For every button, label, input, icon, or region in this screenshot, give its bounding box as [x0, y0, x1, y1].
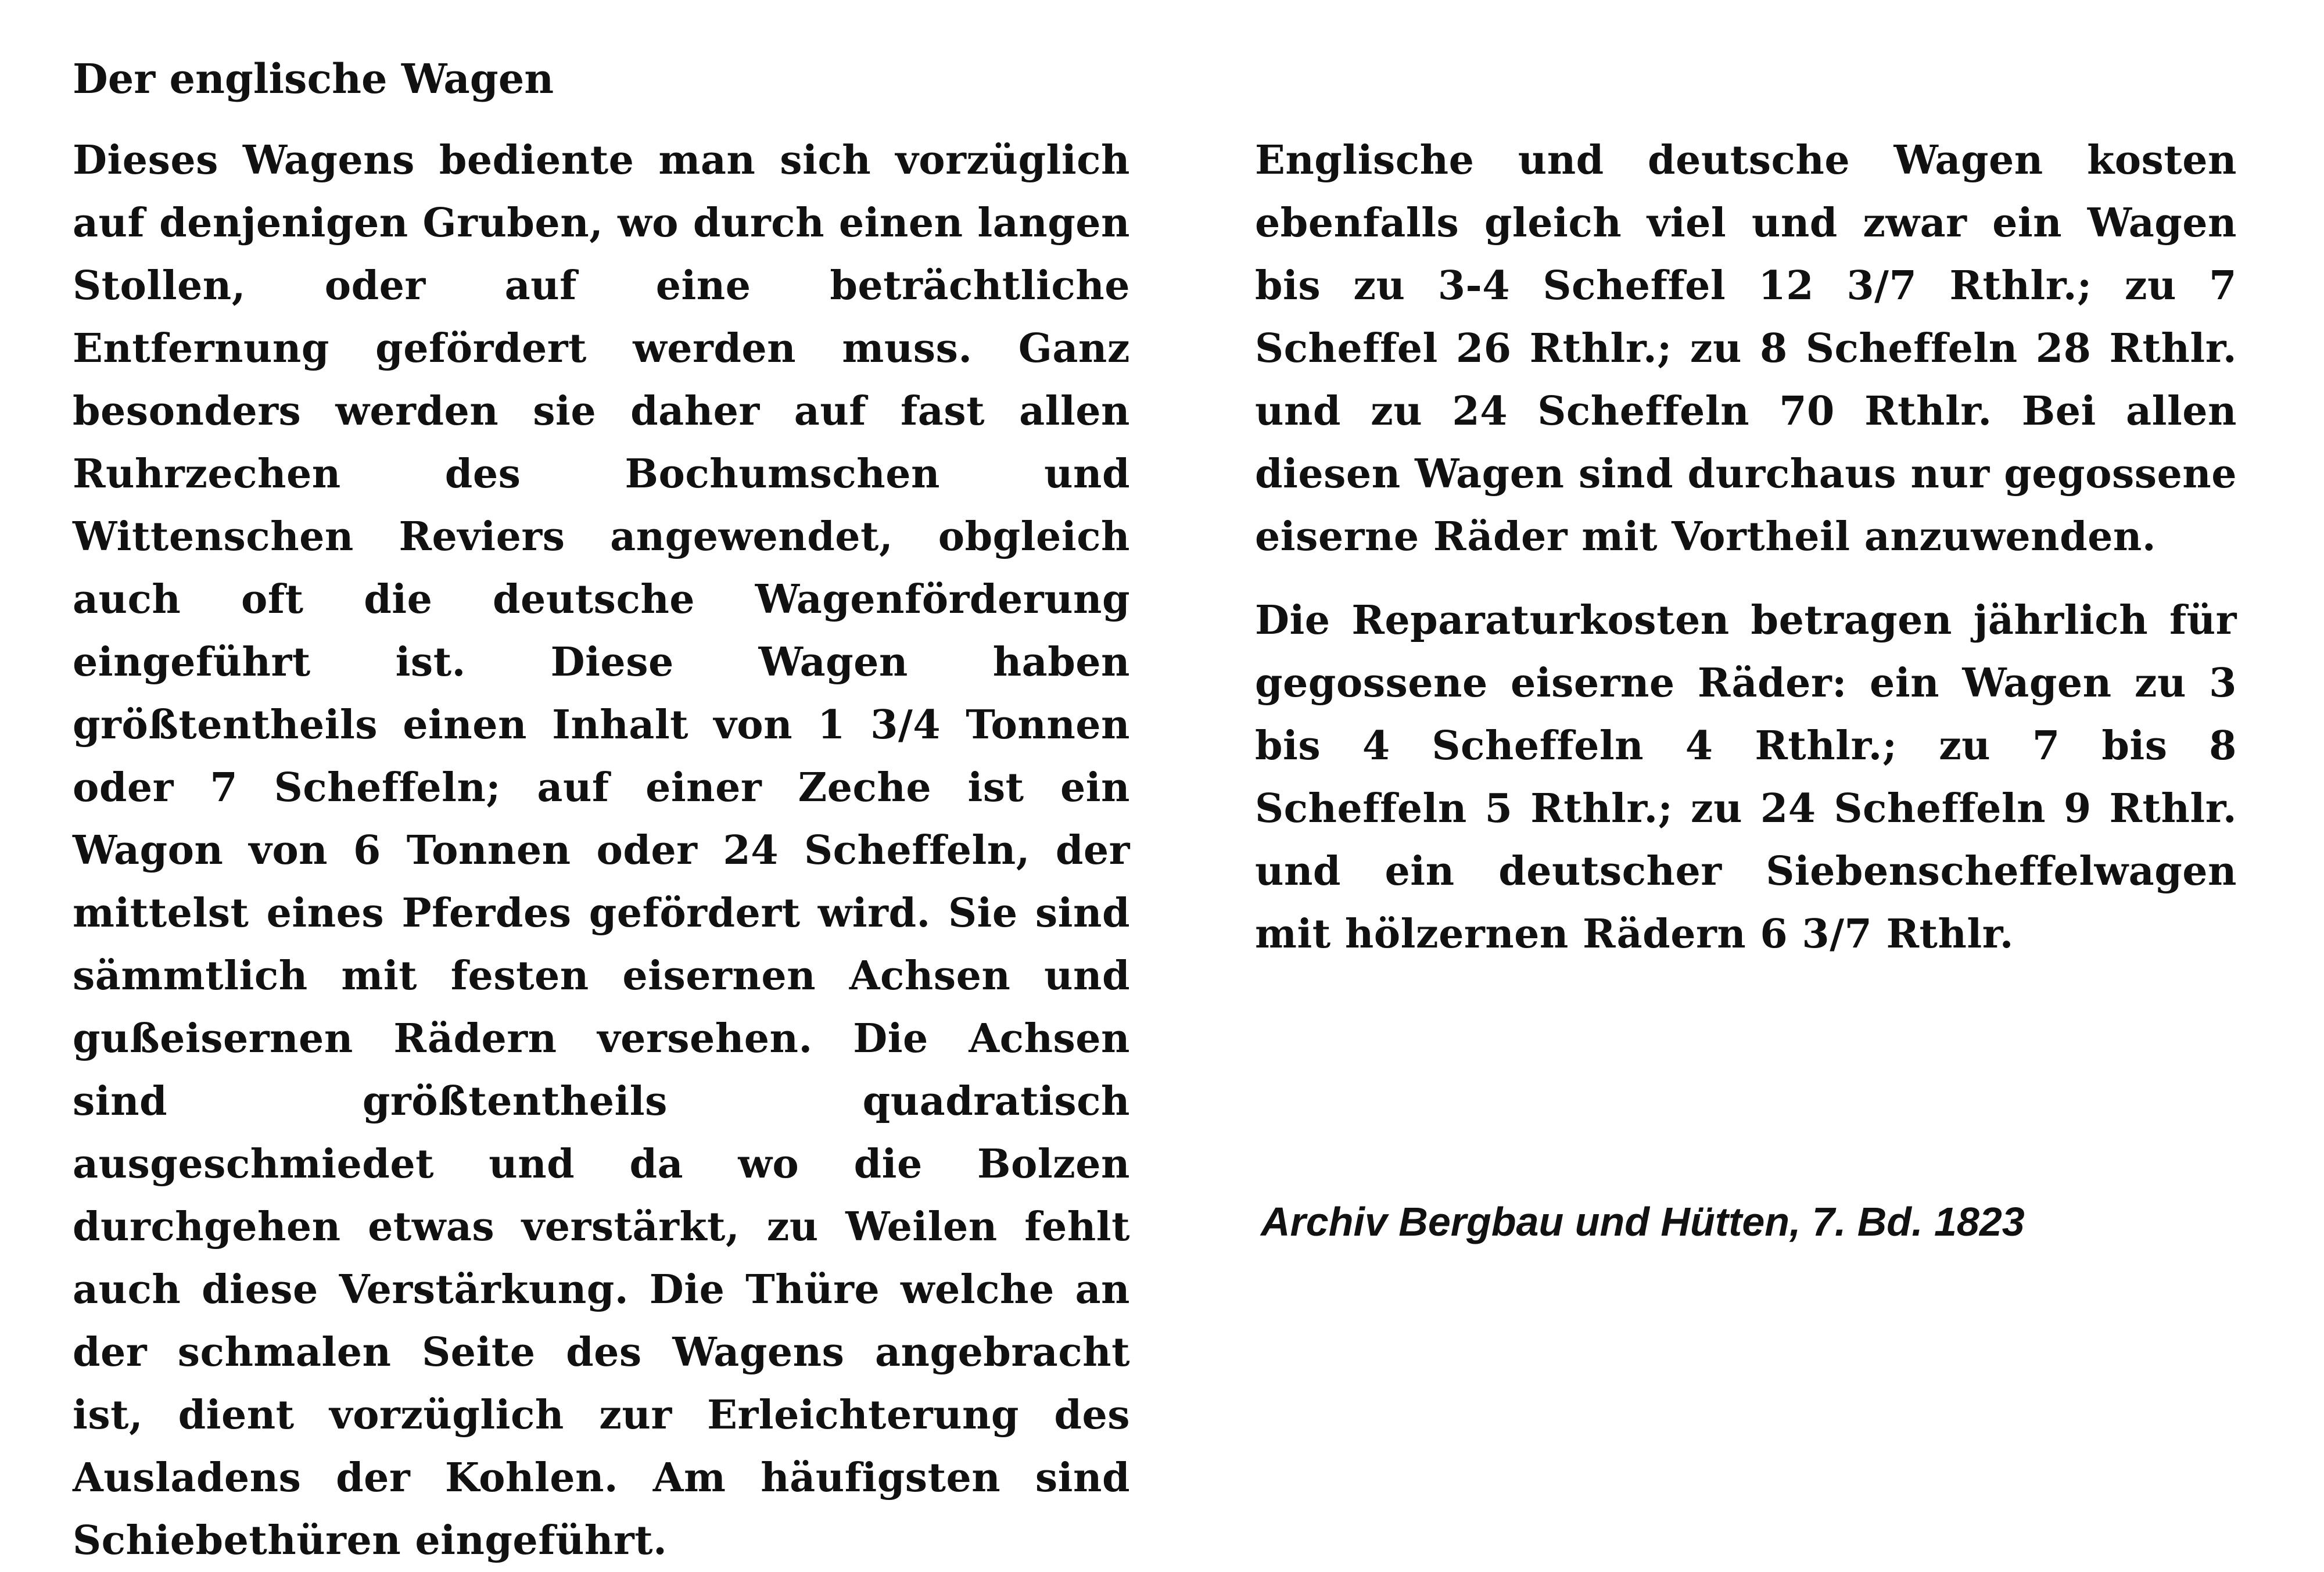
right-column [1255, 129, 2237, 966]
document-title: Der englische Wagen [73, 55, 554, 103]
source-citation: Archiv Bergbau und Hütten, 7. Bd. 1823 [1261, 1199, 2025, 1244]
right-paragraph-2: Die Reparaturkosten betragen jährlich für gegossene eiserne Räder: ein Wagen zu 3 bis 4 Scheffeln 4 Rthlr.; zu 7 bis 8 Scheffeln 5 Rthlr.; zu 24 Scheffeln 9 Rthlr. und ein deutscher Siebenscheffelwagen mit hölzernen Rädern 6 3/7 Rthlr. [1255, 597, 2237, 957]
left-paragraph-1: Dieses Wagens bediente man sich vorzüglich auf denjenigen Gruben, wo durch einen langen Stollen, oder auf eine beträchtliche Entfernung gefördert werden muss. Ganz besonders werden sie daher auf fast allen Ruhrzechen des Bochumschen und Wittenschen Reviers angewendet, obgleich auch oft die deutsche Wagenförderung eingeführt ist. Diese Wagen haben größtentheils einen Inhalt von 1 3/4 Tonnen oder 7 Scheffeln; auf einer Zeche ist ein Wagon von 6 Tonnen oder 24 Scheffeln, der mittelst eines Pferdes gefördert wird. Sie sind sämmtlich mit festen eisernen Achsen und gußeisernen Rädern versehen. Die Achsen sind größtentheils quadratisch ausgeschmiedet und da wo die Bolzen durchgehen etwas verstärkt, zu Weilen fehlt auch diese Verstärkung. Die Thüre welche an der schmalen Seite des Wagens angebracht ist, dient vorzüglich zur Erleichterung des Ausladens der Kohlen. Am häufigsten sind Schiebethüren eingeführt. [73, 137, 1130, 1564]
left-column [73, 129, 1130, 1572]
right-paragraph-1: Englische und deutsche Wagen kosten ebenfalls gleich viel und zwar ein Wagen bis zu 3-4 Scheffel 12 3/7 Rthlr.; zu 7 Scheffel 26 Rthlr.; zu 8 Scheffeln 28 Rthlr. und zu 24 Scheffeln 70 Rthlr. Bei allen diesen Wagen sind durchaus nur gegossene eiserne Räder mit Vortheil anzuwenden. [1255, 137, 2237, 560]
